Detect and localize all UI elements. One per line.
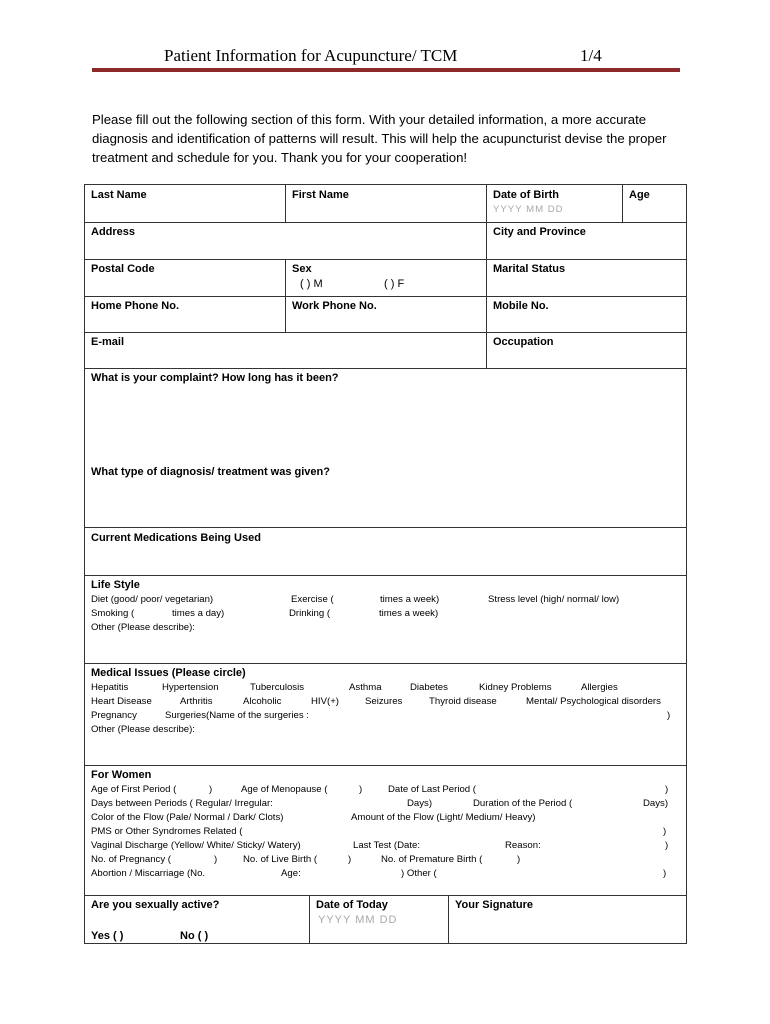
medical-item[interactable]: Tuberculosis — [250, 682, 305, 693]
stress-text: Stress level (high/ normal/ low) — [488, 594, 620, 605]
signature-label: Your Signature — [455, 899, 534, 911]
medical-item[interactable]: Allergies — [581, 682, 618, 693]
abortion-text: Abortion / Miscarriage (No. — [91, 868, 206, 879]
postal-label: Postal Code — [91, 263, 155, 275]
medical-item[interactable]: Alcoholic — [243, 696, 282, 707]
live-birth-end: ) — [348, 854, 352, 865]
yes-option[interactable]: Yes ( ) — [91, 930, 124, 942]
medications-section[interactable] — [84, 527, 687, 575]
lifestyle-title: Life Style — [91, 579, 140, 591]
patient-form — [84, 184, 687, 944]
intro-text: Please fill out the following section of this form. With your detailed information, a more accurate diagnosis and identification of patterns will result. This will help the acupuncturist devise the proper treatment and schedule for you. Thank you for your cooperation! — [92, 112, 667, 165]
email-label: E-mail — [91, 336, 125, 348]
menopause-text: Age of Menopause ( — [241, 784, 328, 795]
work-phone-field[interactable] — [285, 296, 486, 332]
pms-text: PMS or Other Syndromes Related ( — [91, 826, 243, 837]
address-field[interactable] — [84, 222, 486, 259]
medical-item[interactable]: Hypertension — [162, 682, 219, 693]
address-label: Address — [91, 226, 136, 238]
pms-end: ) — [663, 826, 667, 837]
medical-item[interactable]: Thyroid disease — [429, 696, 497, 707]
dob-field[interactable] — [486, 184, 622, 222]
exercise-text: Exercise ( — [291, 594, 334, 605]
page-number: 1/4 — [580, 46, 602, 65]
lifestyle-other: Other (Please describe): — [91, 622, 195, 633]
abortion-other: ) Other ( — [401, 868, 437, 879]
occupation-label: Occupation — [493, 336, 554, 348]
medical-item[interactable]: Seizures — [365, 696, 403, 707]
page-header — [92, 46, 680, 68]
amount-text: Amount of the Flow (Light/ Medium/ Heavy) — [351, 812, 536, 823]
medical-item[interactable]: Kidney Problems — [479, 682, 552, 693]
postal-field[interactable] — [84, 259, 285, 296]
complaint-section[interactable] — [84, 368, 687, 527]
abortion-end: ) — [663, 868, 667, 879]
sexually-active-label: Are you sexually active? — [91, 899, 220, 911]
menopause-end: ) — [359, 784, 363, 795]
age-field[interactable] — [622, 184, 687, 222]
medical-section[interactable] — [84, 663, 687, 765]
work-phone-label: Work Phone No. — [292, 300, 377, 312]
signature-field[interactable] — [448, 895, 687, 944]
first-period-text: Age of First Period ( — [91, 784, 177, 795]
last-period-text: Date of Last Period ( — [388, 784, 476, 795]
medical-item[interactable]: Diabetes — [410, 682, 448, 693]
duration-days: Days) — [643, 798, 669, 809]
medical-other: Other (Please describe): — [91, 724, 195, 735]
pregnancies-text: No. of Pregnancy ( — [91, 854, 171, 865]
dob-label: Date of Birth — [493, 189, 559, 201]
diagnosis-label: What type of diagnosis/ treatment was given? — [91, 466, 330, 478]
email-field[interactable] — [84, 332, 486, 368]
exercise-end: times a week) — [380, 594, 440, 605]
first-period-end: ) — [209, 784, 213, 795]
last-name-field[interactable] — [84, 184, 285, 222]
reason-text: Reason: — [505, 840, 541, 851]
medical-item[interactable]: Arthritis — [180, 696, 213, 707]
sex-f-option[interactable]: ( ) F — [384, 278, 405, 290]
age-label: Age — [629, 189, 650, 201]
between-days: Days) — [407, 798, 433, 809]
sexually-active-field[interactable] — [84, 895, 309, 944]
complaint-label: What is your complaint? How long has it been? — [91, 372, 339, 384]
medical-item[interactable]: Asthma — [349, 682, 382, 693]
last-name-label: Last Name — [91, 189, 147, 201]
reason-end: ) — [665, 840, 669, 851]
occupation-field[interactable] — [486, 332, 687, 368]
duration-text: Duration of the Period ( — [473, 798, 573, 809]
date-today-field[interactable] — [309, 895, 448, 944]
surgeries-text: Surgeries(Name of the surgeries : — [165, 710, 309, 721]
mobile-field[interactable] — [486, 296, 687, 332]
medications-label: Current Medications Being Used — [91, 532, 261, 544]
medical-item[interactable]: Heart Disease — [91, 696, 152, 707]
dob-format: YYYY MM DD — [493, 204, 564, 215]
live-birth-text: No. of Live Birth ( — [243, 854, 318, 865]
smoking-end: times a day) — [172, 608, 225, 619]
smoking-text: Smoking ( — [91, 608, 135, 619]
medical-item[interactable]: Pregnancy — [91, 710, 137, 721]
pregnancies-end: ) — [214, 854, 218, 865]
abortion-age: Age: — [281, 868, 301, 879]
sex-label: Sex — [292, 263, 312, 275]
city-field[interactable] — [486, 222, 687, 259]
date-today-label: Date of Today — [316, 899, 388, 911]
first-name-label: First Name — [292, 189, 349, 201]
city-label: City and Province — [493, 226, 586, 238]
medical-title: Medical Issues (Please circle) — [91, 667, 246, 679]
marital-field[interactable] — [486, 259, 687, 296]
discharge-text: Vaginal Discharge (Yellow/ White/ Sticky/ Watery) — [91, 840, 301, 851]
diet-text: Diet (good/ poor/ vegetarian) — [91, 594, 214, 605]
medical-item[interactable]: Mental/ Psychological disorders — [526, 696, 661, 707]
color-text: Color of the Flow (Pale/ Normal / Dark/ Clots) — [91, 812, 284, 823]
between-text: Days between Periods ( Regular/ Irregular: — [91, 798, 273, 809]
lifestyle-section[interactable] — [84, 575, 687, 663]
women-section[interactable] — [84, 765, 687, 895]
page-title: Patient Information for Acupuncture/ TCM — [164, 46, 458, 65]
premature-text: No. of Premature Birth ( — [381, 854, 483, 865]
women-title: For Women — [91, 769, 152, 781]
header-rule — [92, 68, 680, 72]
drinking-end: times a week) — [379, 608, 439, 619]
home-phone-field[interactable] — [84, 296, 285, 332]
premature-end: ) — [517, 854, 521, 865]
mobile-label: Mobile No. — [493, 300, 549, 312]
drinking-text: Drinking ( — [289, 608, 331, 619]
date-today-format: YYYY MM DD — [318, 914, 398, 926]
medical-item[interactable]: HIV(+) — [311, 696, 339, 707]
last-test-text: Last Test (Date: — [353, 840, 421, 851]
sex-m-option[interactable]: ( ) M — [300, 278, 323, 290]
home-phone-label: Home Phone No. — [91, 300, 180, 312]
sex-field[interactable] — [285, 259, 486, 296]
first-name-field[interactable] — [285, 184, 486, 222]
marital-label: Marital Status — [493, 263, 566, 275]
medical-item[interactable]: Hepatitis — [91, 682, 129, 693]
surgeries-end: ) — [667, 710, 671, 721]
no-option[interactable]: No ( ) — [180, 930, 209, 942]
last-period-end: ) — [665, 784, 669, 795]
